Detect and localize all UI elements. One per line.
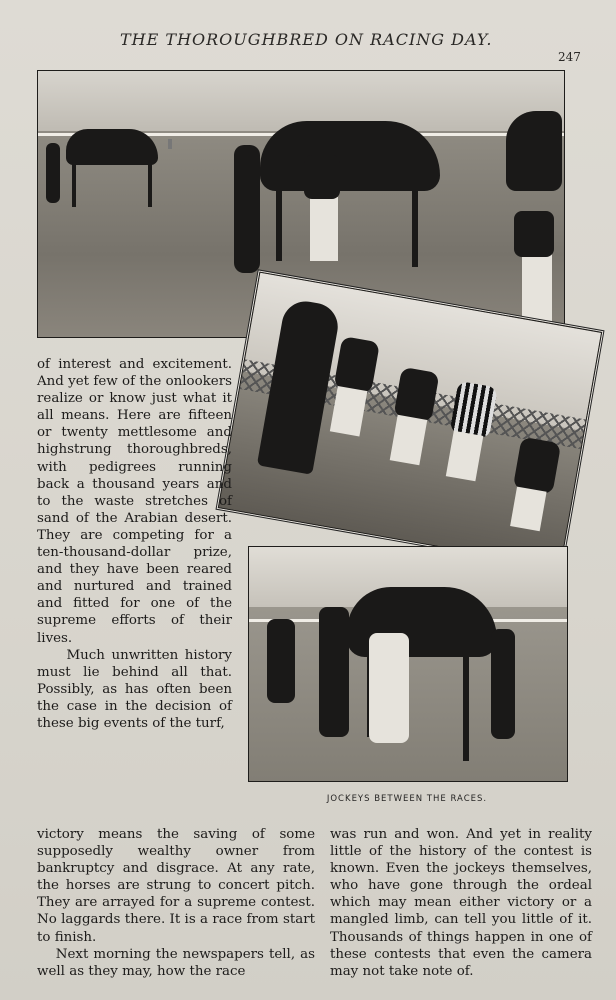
text-column-left: [37, 826, 315, 980]
paragraph: Next morning the newspapers tell, as well as they may, how the race: [37, 946, 315, 979]
running-title: THE THOROUGHBRED ON RACING DAY.: [120, 30, 493, 49]
person-figure: [267, 619, 295, 703]
paragraph: victory means the saving of some supposedly wealthy owner from bankruptcy and disgrace. At any rate, the horses are strung to concert pitch. They are arrayed for a supreme contest. No laggards there. It is a race from start to finish.: [37, 827, 315, 945]
horse-figure: [66, 129, 158, 165]
horse-leg: [412, 181, 418, 267]
person-figure: [46, 143, 60, 203]
horse-leg: [148, 161, 152, 207]
person-figure: [234, 145, 260, 273]
jockey-figure: [304, 155, 340, 199]
horse-figure: [506, 111, 562, 191]
person-figure: [319, 607, 349, 737]
photo-horse-saddling: [248, 546, 568, 782]
horse-leg: [276, 181, 282, 261]
fence-rail: [168, 139, 172, 149]
photo-caption: JOCKEYS BETWEEN THE RACES.: [326, 794, 488, 804]
paragraph: was run and won. And yet in reality little of the history of the contest is known. Even the jockeys themselves, who have gone through the ordeal which may mean either victory or a mangled limb, can tell you little of it. Thousands of things happen in one of these contests that even the camera may not take note of.: [330, 827, 592, 979]
text-column-right: [330, 826, 592, 980]
paragraph: Much unwritten history must lie behind all that. Possibly, as has often been the case in the decision of these big events of the turf,: [37, 647, 232, 731]
person-figure: [369, 633, 409, 743]
person-figure: [491, 629, 515, 739]
jockey-figure: [514, 211, 554, 257]
jockey-breeches: [522, 251, 552, 325]
horse-leg: [72, 161, 76, 207]
horse-leg: [463, 651, 469, 761]
page-number: 247: [558, 50, 581, 64]
paragraph: of interest and excitement. And yet few of the onlookers realize or know just what it all means. Here are fifteen or twenty mettlesome and highstrung thoroughbreds, with pedigrees running back a thousand years and to the waste stretches of sand of the Arabian desert. They are competing for a ten-thousand-dollar prize, and they have been reared and nurtured and trained and fitted for one of the supreme efforts of their lives.: [37, 357, 232, 646]
jockey-breeches: [310, 197, 338, 261]
text-column-narrow: [37, 356, 232, 732]
